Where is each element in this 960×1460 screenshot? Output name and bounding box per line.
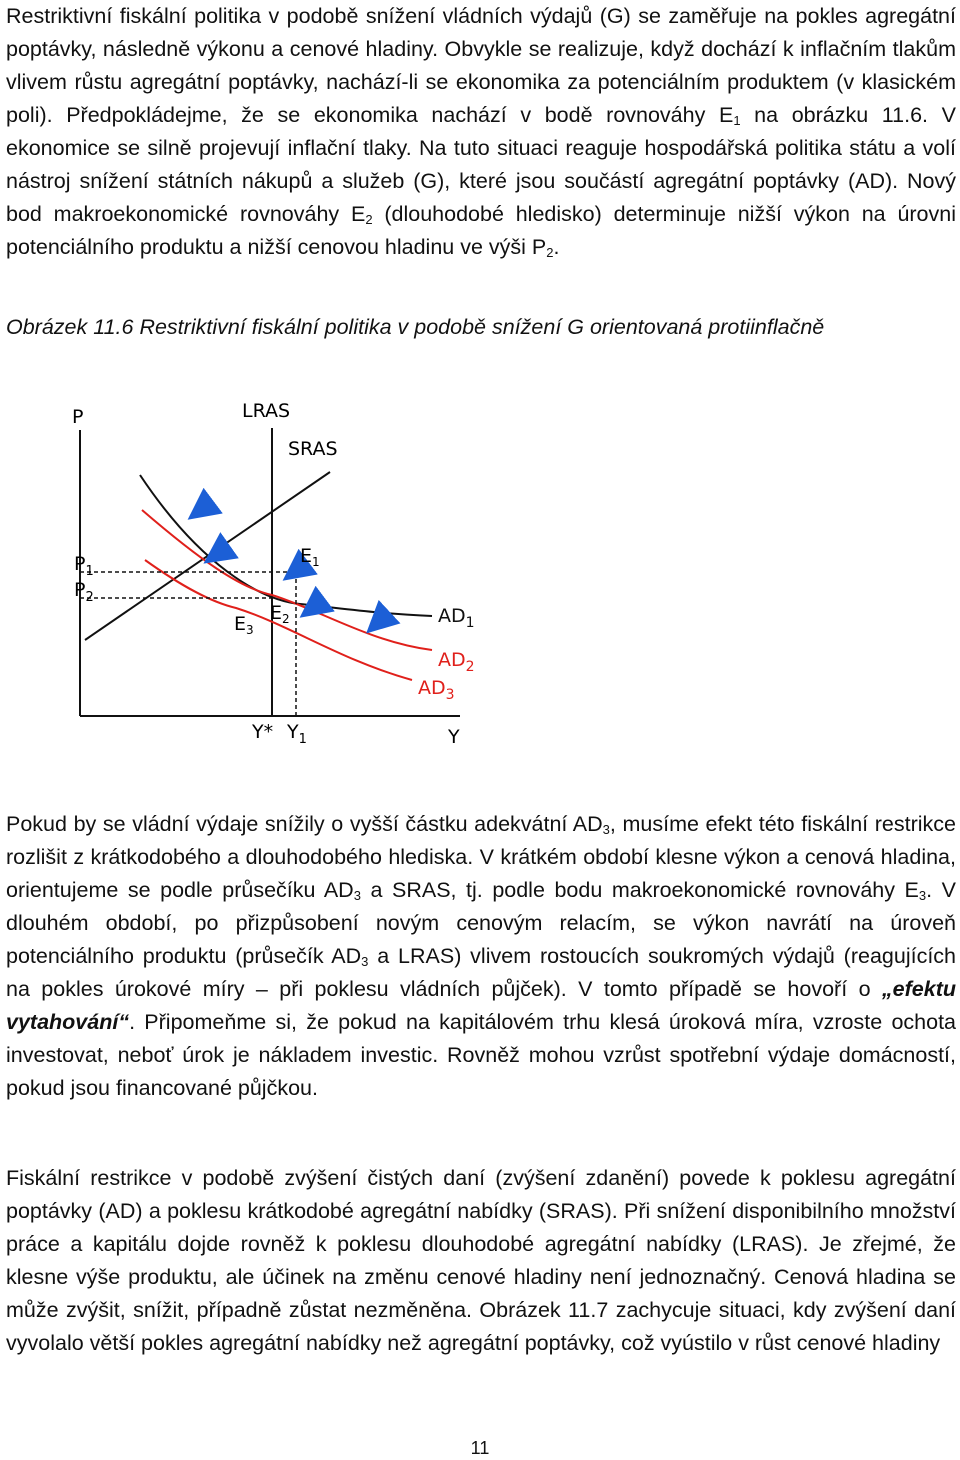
page-number: 11 [470,1438,490,1458]
subscript: 3 [361,954,369,969]
subscript: 3 [918,888,927,903]
e3-label: $E_3$ [234,613,254,637]
ystar-label: Y* [252,721,274,743]
text-run: . [553,235,560,259]
text-run: a LRAS) vlivem rostoucích soukromých výdajů (reagujících na pokles úrokové míry – při poklesu vládních půjček). V tomto případě se hovoří o [6,944,956,1001]
subscript: 3 [602,822,610,837]
ad-as-diagram [60,390,500,750]
subscript: 1 [733,113,741,128]
text-run: Pokud by se vládní výdaje snížily o vyšší částku adekvátní AD [6,812,603,836]
p2-label: $P_2$ [74,579,94,605]
text-run: Restriktivní fiskální politika v podobě snížení vládních výdajů (G) se zaměřuje na pokles agregátní poptávky, následně výkonu a cenové hladiny. Obvykle se realizuje, když dochází k inflačním tlakům vlivem růstu agregátní poptávky, nachází-li se ekonomika za potenciálním produktem (v klasickém poli). Předpokládejme, že se ekonomika nachází v bodě rovnováhy E [6,4,956,127]
y1-label: $Y_1$ [287,721,307,747]
paragraph-tax-restriction: Fiskální restrikce v podobě zvýšení čistých daní (zvýšení zdanění) povede k poklesu agregátní poptávky (AD) a poklesu krátkodobé agregátní nabídky (SRAS). Při snížení disponibilního množství práce a kapitálu dojde rovněž k poklesu dlouhodobé agregátní nabídky (LRAS). Je zřejmé, že klesne výše produktu, ale účinek na změnu cenové hladiny není jednoznačný. Cenová hladina se může zvýšit, snížit, případně zůstat nezměněna. Obrázek 11.7 zachycuje situaci, kdy zvýšení daní vyvolalo větší pokles agregátní nabídky než agregátní poptávky, což vyústilo v růst cenové hladiny [6,1166,956,1355]
y-axis-label: P [72,406,84,428]
sras-label: SRAS [288,438,338,460]
text-run: (dlouhodobé hledisko) determinuje nižší výkon na úrovni potenciálního produktu a nižší cenovou hladinu ve výši P [6,202,957,259]
subscript: 2 [546,245,554,260]
shift-arrow [372,615,386,628]
paragraph-intro [6,0,956,264]
p1-label: $P_1$ [74,553,94,579]
text-run: na obrázku 11.6. V ekonomice se silně projevují inflační tlaky. Na tuto situaci reaguje hospodářská politika státu a volí nástroj snížení státních nákupů a služeb (G), které jsou součástí agregátní poptávky (AD). Nový bod makroekonomické rovnováhy E [6,103,956,226]
e2-label: $E_2$ [270,602,290,626]
paragraph-effects [6,808,956,1105]
x-axis-label: Y [448,726,460,748]
text-run: . V dlouhém období, po přizpůsobení novým cenovým relacím, se výkon navrátí na úroveň potenciálního produktu (průsečík AD [6,878,956,968]
figure-caption: Obrázek 11.6 Restriktivní fiskální politika v podobě snížení G orientovaná protiinflačně [6,315,825,339]
text-run: . Připomeňme si, že pokud na kapitálovém trhu klesá úroková míra, vzroste ochota investovat, neboť úrok je nákladem investic. Rovněž mohou vzrůst spotřební výdaje domácností, pokud jsou financované půjčkou. [6,1010,956,1100]
ad3-label: $AD_3$ [418,677,455,703]
subscript: 2 [365,212,373,227]
text-run: a SRAS, tj. podle bodu makroekonomické rovnováhy E [360,878,919,902]
ad2-label: $AD_2$ [438,649,475,675]
text-run: , musíme efekt této fiskální restrikce rozlišit z krátkodobého a dlouhodobého hlediska. V krátkém období klesne výkon a cenová hladina, orientujeme se podle průsečíku AD [6,812,956,902]
subscript: 3 [353,888,361,903]
ad-as-figure [60,390,500,750]
ad1-label: $AD_1$ [438,605,475,631]
shift-arrow [194,503,210,515]
lras-label: LRAS [242,400,291,422]
e1-label: $E_1$ [300,545,320,569]
emphasis-term: „efektu vytahování“ [6,977,956,1034]
